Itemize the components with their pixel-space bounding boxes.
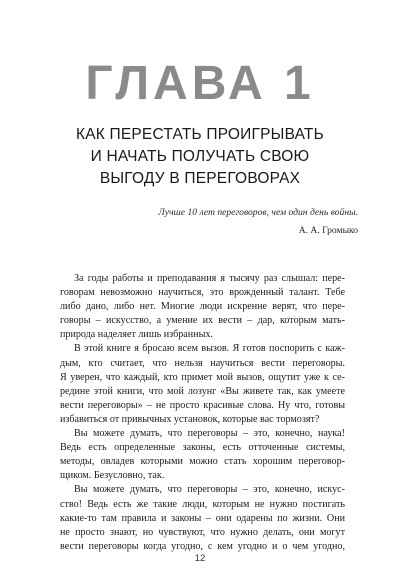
- chapter-title-line: КАК ПЕРЕСТАТЬ ПРОИГРЫВАТЬ: [76, 126, 324, 143]
- body-line: методы, овладев которыми можно стать хорошим переговор-: [60, 456, 345, 468]
- body-line: вести переговоры» – не просто красивые слова. Ну что, готовы: [60, 399, 345, 411]
- body-line: Вы можете думать, что переговоры – это, конечно, искус-: [74, 484, 345, 496]
- body-text: [60, 272, 345, 554]
- body-line: редине этой книги, что мой лозунг «Вы живете так, как умеете: [60, 385, 345, 397]
- chapter-number: ГЛАВА 1: [85, 57, 315, 110]
- body-line: Я уверен, что каждый, кто примет мой вызов, ощутит уже к се-: [60, 371, 345, 383]
- chapter-title-line: И НАЧАТЬ ПОЛУЧАТЬ СВОЮ: [90, 148, 310, 165]
- body-line: природа наделяет лишь избранных.: [60, 329, 213, 341]
- body-line: дым, кто считает, что нельзя научиться вести переговоры.: [60, 357, 345, 369]
- body-line: щиком. Безусловно, так.: [60, 470, 165, 482]
- body-line: не просто знают, но чувствуют, что нужно делать, они могут: [60, 526, 345, 538]
- body-line: говорам невозможно научиться, это врожденный талант. Тебе: [60, 287, 345, 299]
- epigraph-quote: Лучше 10 лет переговоров, чем один день войны.: [158, 207, 358, 218]
- body-line: Ведь есть определенные законы, есть отточенные системы,: [60, 442, 345, 454]
- epigraph-author: А. А. Громыко: [298, 225, 358, 236]
- body-line: избавиться от привычных установок, которые вас тормозят?: [60, 413, 320, 425]
- body-line: какие-то там правила и законы – они одарены по жизни. Они: [60, 512, 345, 524]
- body-line: Вы можете думать, что переговоры – это, конечно, наука!: [74, 428, 345, 440]
- body-line: ство! Ведь есть же такие люди, которым не нужно постигать: [60, 498, 345, 510]
- epigraph: [38, 206, 358, 237]
- body-line: говоры – искусство, а умение их вести – дар, которым мать-: [60, 315, 345, 327]
- body-line: либо дано, либо нет. Многие люди искренне верят, что пере-: [60, 301, 345, 313]
- body-line: В этой книге я бросаю всем вызов. Я готов поспорить с каж-: [74, 343, 345, 355]
- chapter-title: [40, 124, 360, 190]
- chapter-title-line: ВЫГОДУ В ПЕРЕГОВОРАХ: [99, 170, 301, 187]
- body-line: За годы работы и преподавания я тысячу раз слышал: пере-: [74, 273, 345, 284]
- page-number: 12: [194, 553, 206, 564]
- body-line: вести переговоры когда угодно, с кем угодно и о чем угодно,: [60, 540, 345, 552]
